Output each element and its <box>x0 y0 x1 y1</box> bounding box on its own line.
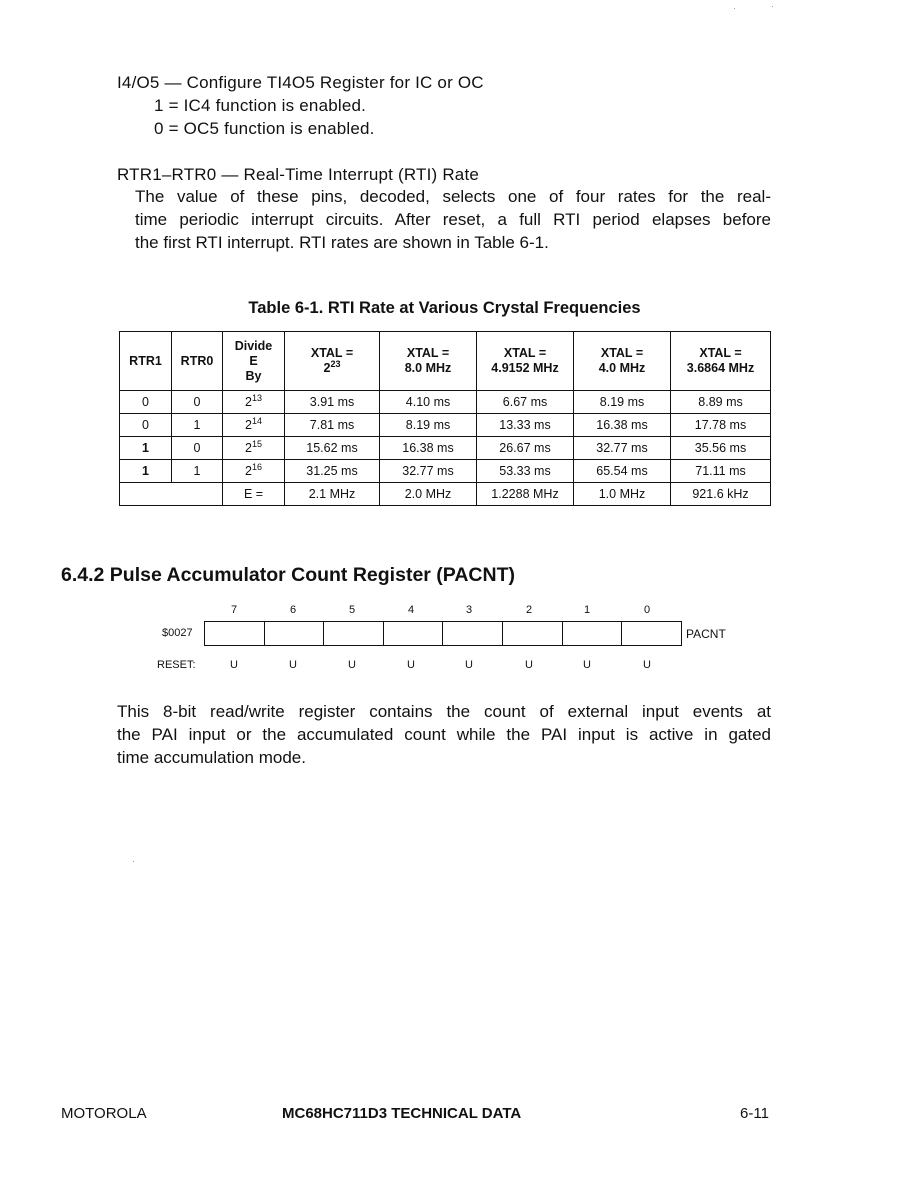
header-xtal-base: 2 <box>323 361 331 375</box>
table-row <box>120 391 771 414</box>
header-xtal-2 <box>380 332 477 391</box>
table-row <box>120 437 771 460</box>
footer-center: MC68HC711D3 TECHNICAL DATA <box>282 1105 522 1122</box>
header-xtal-label: XTAL = <box>503 346 547 360</box>
reset-value: U <box>230 659 238 671</box>
reset-value: U <box>348 659 356 671</box>
register-bit-cell <box>622 622 681 645</box>
bit-number: 6 <box>289 604 297 616</box>
register-bit-cell <box>503 622 563 645</box>
header-xtal-exp: 23 <box>330 359 341 369</box>
cell-rate: 16.38 ms <box>380 437 477 460</box>
table-row <box>120 414 771 437</box>
register-bit-cell <box>205 622 265 645</box>
register-bit-cell <box>324 622 384 645</box>
register-bit-cell <box>563 622 623 645</box>
table-title: Table 6-1. RTI Rate at Various Crystal Frequencies <box>248 299 641 317</box>
header-xtal-4 <box>574 332 671 391</box>
register-description-line: This 8-bit read/write register contains the count of external input events at <box>117 702 771 721</box>
header-xtal-value: 8.0 MHz <box>404 361 452 375</box>
cell-rate: 4.10 ms <box>380 391 477 414</box>
cell-divide: $2^{15}$ <box>223 437 285 460</box>
header-xtal-label: XTAL = <box>600 346 644 360</box>
cell-divide: $2^{14}$ <box>223 414 285 437</box>
cell-rtr1: 1 <box>120 437 172 460</box>
register-description-line: the PAI input or the accumulated count while the PAI input is active in gated <box>117 725 771 744</box>
reset-value: U <box>289 659 297 671</box>
cell-rate: 3.91 ms <box>285 391 380 414</box>
cell-e-freq: 2.0 MHz <box>380 483 477 506</box>
table-row <box>120 460 771 483</box>
cell-e-label: E = <box>223 483 285 506</box>
i4o5-heading: I4/O5 — Configure TI4O5 Register for IC or OC <box>117 73 484 92</box>
scan-speck <box>734 8 735 9</box>
reset-value: U <box>583 659 591 671</box>
cell-rate: 26.67 ms <box>477 437 574 460</box>
cell-rate: 13.33 ms <box>477 414 574 437</box>
bit-number: 7 <box>230 604 238 616</box>
bit-number: 4 <box>407 604 415 616</box>
header-divide-line: Divide <box>234 338 273 353</box>
header-divide <box>223 332 285 391</box>
scan-speck <box>772 6 773 7</box>
register-bit-cell <box>265 622 325 645</box>
cell-rate: 8.89 ms <box>671 391 771 414</box>
cell-rtr0: 0 <box>172 391 223 414</box>
cell-rate: 71.11 ms <box>671 460 771 483</box>
footer-left: MOTOROLA <box>61 1105 147 1122</box>
cell-rtr0: 0 <box>172 437 223 460</box>
cell-divide: $2^{16}$ <box>223 460 285 483</box>
reset-value: U <box>407 659 415 671</box>
register-bit-row <box>204 621 682 646</box>
header-xtal-5 <box>671 332 771 391</box>
header-xtal-3 <box>477 332 574 391</box>
scan-speck <box>133 861 134 862</box>
register-bit-cell <box>443 622 503 645</box>
register-description <box>117 700 771 769</box>
rtr-description <box>135 185 771 254</box>
header-xtal-value: 4.9152 MHz <box>491 361 559 375</box>
cell-e-freq: 921.6 kHz <box>671 483 771 506</box>
i4o5-line-1: 1 = IC4 function is enabled. <box>154 96 367 115</box>
cell-rate: 16.38 ms <box>574 414 671 437</box>
bit-number: 1 <box>583 604 591 616</box>
reset-label: RESET: <box>157 659 196 671</box>
bit-number: 3 <box>465 604 473 616</box>
header-xtal-label: XTAL = <box>699 346 742 360</box>
cell-rtr1: 1 <box>120 460 172 483</box>
header-rtr1: RTR1 <box>120 332 172 391</box>
cell-rate: 15.62 ms <box>285 437 380 460</box>
reset-value: U <box>643 659 651 671</box>
header-xtal-1 <box>285 332 380 391</box>
cell-rtr0: 1 <box>172 414 223 437</box>
i4o5-line-0: 0 = OC5 function is enabled. <box>154 119 375 138</box>
cell-rate: 53.33 ms <box>477 460 574 483</box>
header-divide-line: By <box>245 368 262 383</box>
cell-rtr0: 1 <box>172 460 223 483</box>
header-xtal-label: XTAL = <box>406 346 450 360</box>
section-heading: 6.4.2 Pulse Accumulator Count Register (PACNT) <box>61 564 515 586</box>
cell-rate: 31.25 ms <box>285 460 380 483</box>
register-address: $0027 <box>162 627 193 639</box>
rtr-description-line: The value of these pins, decoded, selects one of four rates for the real- <box>135 187 771 206</box>
rtr-description-line: the first RTI interrupt. RTI rates are shown in Table 6-1. <box>135 233 549 252</box>
cell-rate: 7.81 ms <box>285 414 380 437</box>
cell-rate: 6.67 ms <box>477 391 574 414</box>
rtr-description-line: time periodic interrupt circuits. After reset, a full RTI period elapses before <box>135 210 771 229</box>
cell-rate: 32.77 ms <box>574 437 671 460</box>
bit-number: 2 <box>525 604 533 616</box>
cell-e-freq: 1.2288 MHz <box>477 483 574 506</box>
rti-rate-table <box>119 331 771 506</box>
cell-e-freq: 2.1 MHz <box>285 483 380 506</box>
cell-rate: 8.19 ms <box>574 391 671 414</box>
cell-rtr1: 0 <box>120 391 172 414</box>
cell-empty <box>120 483 223 506</box>
header-xtal-value: 4.0 MHz <box>598 361 646 375</box>
cell-rtr1: 0 <box>120 414 172 437</box>
reset-value: U <box>525 659 533 671</box>
register-bit-cell <box>384 622 444 645</box>
reset-value: U <box>465 659 473 671</box>
cell-rate: 65.54 ms <box>574 460 671 483</box>
bit-number: 0 <box>643 604 651 616</box>
cell-rate: 35.56 ms <box>671 437 771 460</box>
register-description-line: time accumulation mode. <box>117 748 306 767</box>
bit-number: 5 <box>348 604 356 616</box>
cell-rate: 17.78 ms <box>671 414 771 437</box>
rtr-heading: RTR1–RTR0 — Real-Time Interrupt (RTI) Rate <box>117 165 480 184</box>
footer-page-number: 6-11 <box>740 1105 769 1122</box>
header-xtal-value: 3.6864 MHz <box>686 361 755 375</box>
cell-rate: 8.19 ms <box>380 414 477 437</box>
register-name: PACNT <box>686 627 726 641</box>
table-header-row <box>120 332 771 391</box>
table-row-e <box>120 483 771 506</box>
cell-rate: 32.77 ms <box>380 460 477 483</box>
cell-e-freq: 1.0 MHz <box>574 483 671 506</box>
header-xtal-label: XTAL = <box>310 346 354 360</box>
cell-divide: $2^{13}$ <box>223 391 285 414</box>
header-divide-line: E <box>249 353 258 368</box>
header-rtr0: RTR0 <box>172 332 223 391</box>
